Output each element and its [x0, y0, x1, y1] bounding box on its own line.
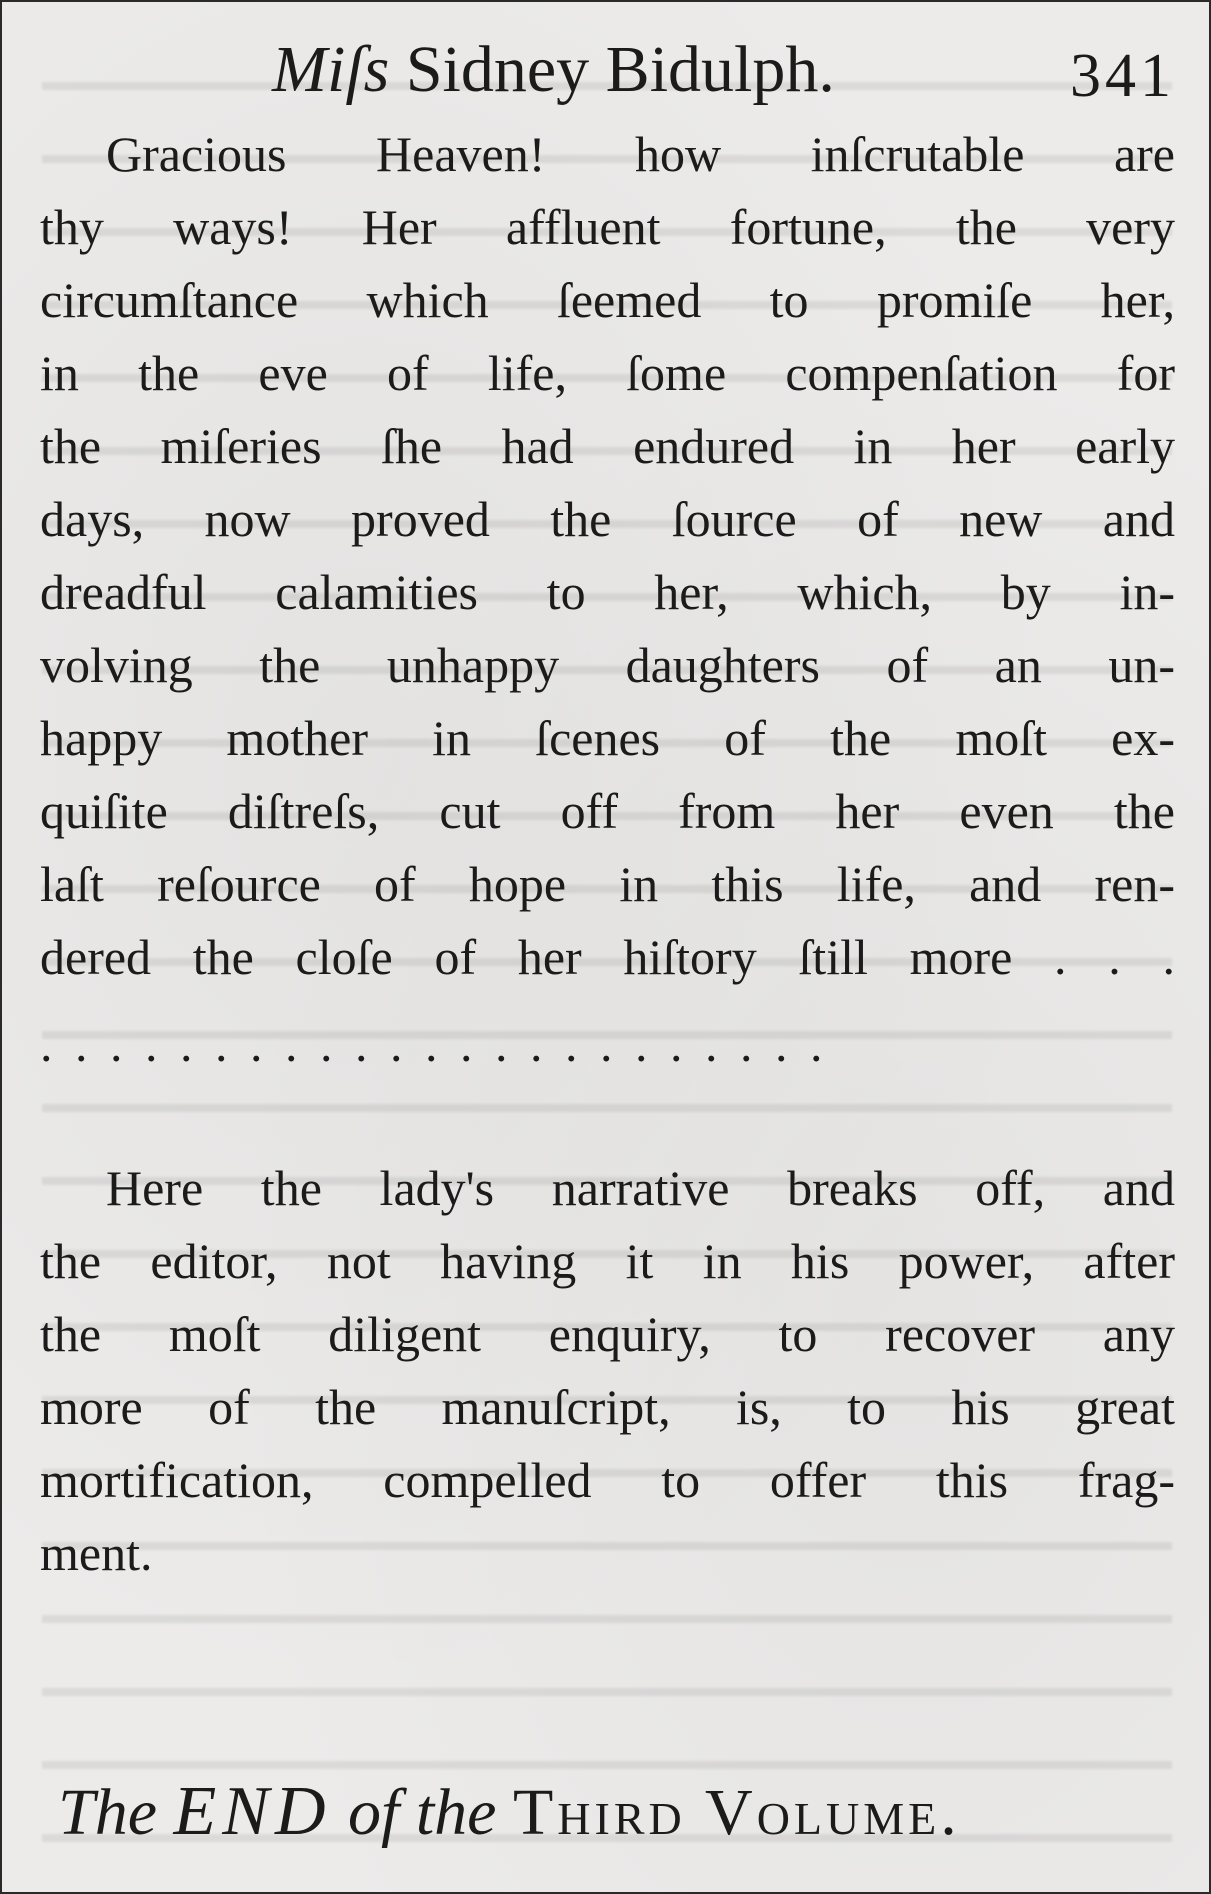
- text-line: the miſeries ſhe had endured in her early: [40, 418, 1175, 474]
- text-line: quiſite diſtreſs, cut off from her even the: [40, 783, 1175, 839]
- running-header: [2, 30, 1211, 110]
- text-line: more of the manuſcript, is, to his great: [40, 1379, 1175, 1435]
- colophon-third-volume: Third Volume.: [512, 1776, 961, 1849]
- text-line: circumſtance which ſeemed to promiſe her,: [40, 272, 1175, 328]
- ellipsis-line: . . . . . . . . . . . . . . . . . . . . . . .: [40, 1016, 828, 1072]
- running-title: [272, 30, 835, 110]
- text-line: laſt reſource of hope in this life, and ren-: [40, 856, 1175, 912]
- text-line: dreadful calamities to her, which, by in-: [40, 564, 1175, 620]
- text-line: dered the cloſe of her hiſtory ſtill more . . .: [40, 929, 1175, 985]
- text-line: days, now proved the ſource of new and: [40, 491, 1175, 547]
- colophon-the: The: [58, 1776, 157, 1849]
- text-line: ment.: [40, 1525, 153, 1581]
- paragraph-editor-note: [40, 1152, 1175, 1590]
- text-line: in the eve of life, ſome compenſation for: [40, 345, 1175, 401]
- text-line: mortification, compelled to offer this frag-: [40, 1452, 1175, 1508]
- page-number: 341: [1070, 42, 1175, 110]
- text-line: Gracious Heaven! how inſcrutable are: [106, 126, 1175, 182]
- text-line: Here the lady's narrative breaks off, and: [106, 1160, 1175, 1216]
- running-title-prefix: Miſs: [272, 33, 390, 106]
- text-line: the editor, not having it in his power, after: [40, 1233, 1175, 1289]
- colophon-end: END: [173, 1773, 332, 1850]
- text-line: the moſt diligent enquiry, to recover any: [40, 1306, 1175, 1362]
- colophon-of-the: of the: [348, 1776, 497, 1849]
- colophon: [58, 1772, 961, 1853]
- running-title-name: Sidney Bidulph.: [405, 33, 835, 106]
- text-line: thy ways! Her affluent fortune, the very: [40, 199, 1175, 255]
- text-line: happy mother in ſcenes of the moſt ex-: [40, 710, 1175, 766]
- paragraph-lament: [40, 118, 1175, 994]
- text-line: volving the unhappy daughters of an un-: [40, 637, 1175, 693]
